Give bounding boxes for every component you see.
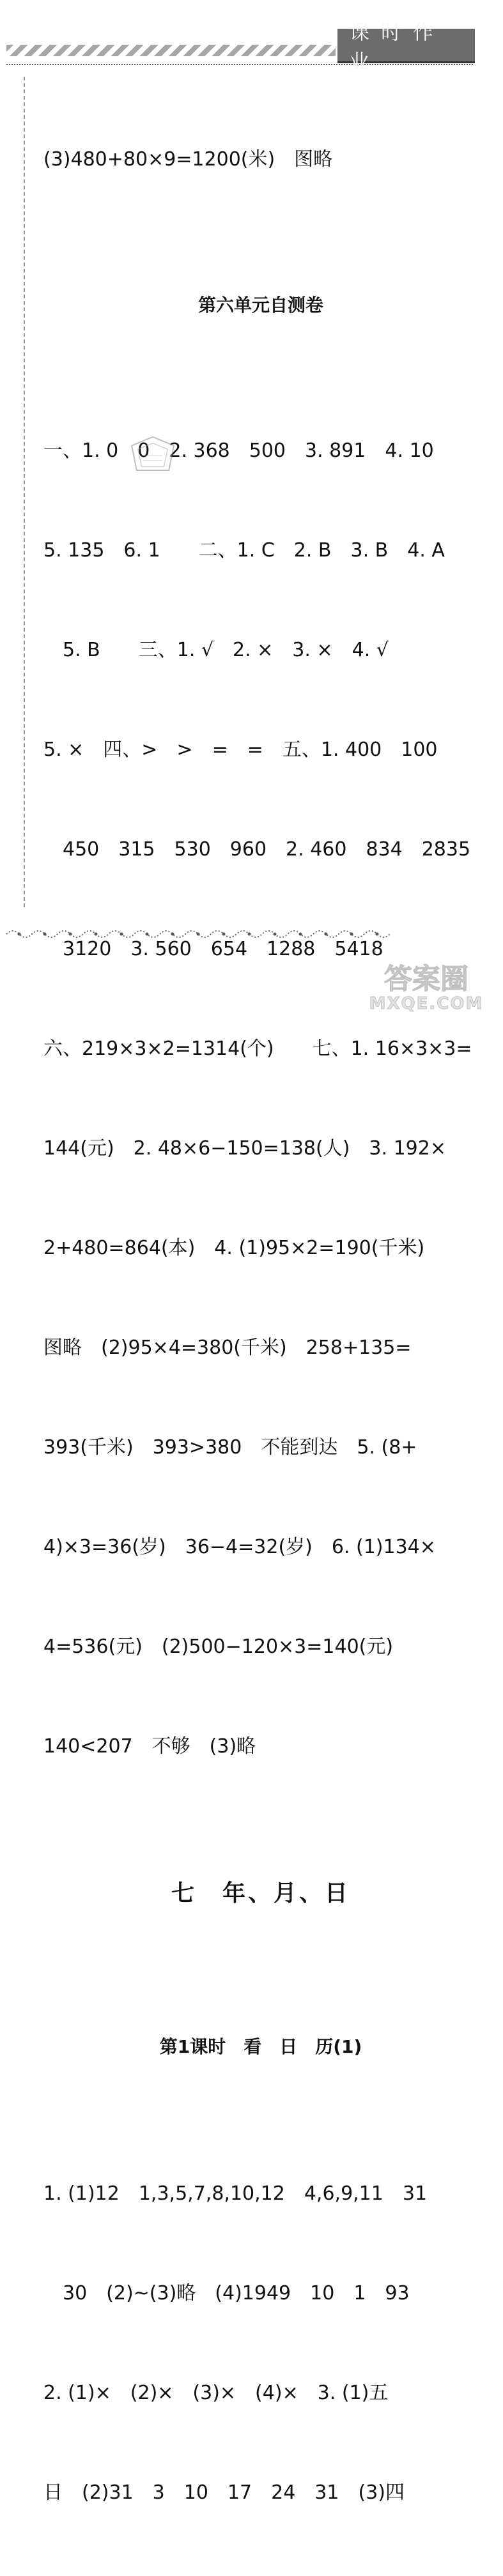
text-line: 393(千米) 393>380 不能到达 5. (8+ — [43, 1436, 417, 1459]
section-title: 第六单元自测卷 — [197, 295, 323, 316]
header-tab: 课时作业 — [337, 29, 475, 63]
brand-name: 答案圈 — [384, 963, 468, 995]
text-line: 2. (1)× (2)× (3)× (4)× 3. (1)五 — [43, 2382, 389, 2404]
lesson-title: 第1课时 看 日 历(1) — [159, 2036, 362, 2057]
text-line: 3120 3. 560 654 1288 5418 — [43, 938, 383, 960]
brand-watermark — [356, 965, 497, 1019]
text-line: 1. (1)12 1,3,5,7,8,10,12 4,6,9,11 31 — [43, 2182, 428, 2205]
header-stripes — [6, 45, 336, 56]
text-line: (3)480+80×9=1200(米) 图略 — [43, 148, 333, 171]
text-line: 450 315 530 960 2. 460 834 2835 — [43, 838, 471, 861]
text-line: 六、219×3×2=1314(个) 七、1. 16×3×3= — [43, 1038, 472, 1060]
stamp-icon — [128, 434, 178, 474]
text-line: 4=536(元) (2)500−120×3=140(元) — [43, 1636, 394, 1658]
text-line: 2+480=864(本) 4. (1)95×2=190(千米) — [43, 1237, 425, 1259]
text-line: 30 (2)~(3)略 (4)1949 10 1 93 — [43, 2282, 410, 2304]
text-line: 5. B 三、1. √ 2. × 3. × 4. √ — [43, 639, 389, 661]
text-line: 5. 135 6. 1 二、1. C 2. B 3. B 4. A — [43, 539, 445, 562]
bottom-decoration — [6, 926, 390, 942]
text-line: 5. × 四、> > = = 五、1. 400 100 — [43, 739, 438, 761]
chapter-title: 七 年、月、日 — [171, 1880, 350, 1906]
text-line: 4)×3=36(岁) 36−4=32(岁) 6. (1)134× — [43, 1536, 436, 1558]
text-line: 140<207 不够 (3)略 — [43, 1735, 256, 1758]
text-line: 日 (2)31 3 10 17 24 31 (3)四 — [43, 2481, 405, 2504]
text-line: 一、1. 0 0 2. 368 500 3. 891 4. 10 — [43, 440, 434, 462]
left-margin-line — [24, 77, 25, 907]
answer-content — [43, 77, 478, 2576]
text-line: 144(元) 2. 48×6−150=138(人) 3. 192× — [43, 1137, 446, 1160]
text-line: 图略 (2)95×4=380(千米) 258+135= — [43, 1337, 412, 1359]
brand-url: MXQE.COM — [369, 994, 484, 1013]
